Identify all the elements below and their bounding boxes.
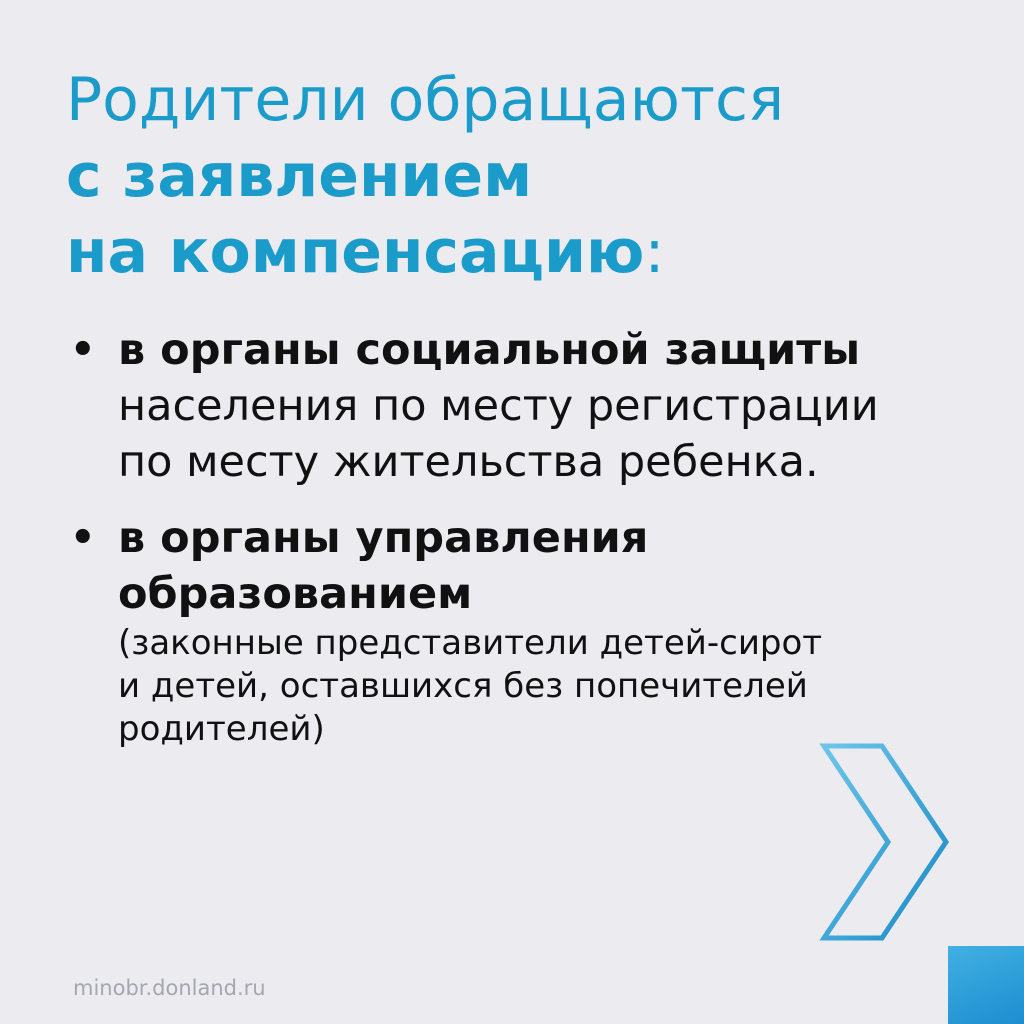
title-line-3-text: на компенсацию [66, 217, 645, 287]
title-line-2 [66, 138, 784, 214]
title-line-2-text: с заявлением [66, 141, 533, 211]
list-item-education-authority [70, 510, 879, 751]
item-2-note-line-3: родителей) [118, 709, 325, 749]
title-colon: : [644, 217, 665, 287]
title-line-3 [66, 214, 784, 290]
item-2-note-line-1: (законные представители детей-сирот [118, 623, 823, 663]
item-2-heading-line-1: в органы управления [118, 513, 649, 563]
bullet-list [70, 322, 879, 751]
item-1-text-line-1: населения по месту регистрации [118, 381, 879, 431]
title-line-1: Родители обращаются [66, 65, 785, 135]
item-1-heading: в органы социальной защиты [118, 325, 861, 375]
page-title [66, 62, 784, 290]
item-2-heading-line-2: образованием [118, 569, 473, 619]
corner-accent-block [948, 946, 1024, 1024]
chevron-right-icon [818, 740, 958, 946]
item-1-text-line-2: по месту жительства ребенка. [118, 437, 819, 487]
item-2-note-line-2: и детей, оставшихся без попечителей [118, 666, 808, 706]
bullet-icon: • [70, 327, 96, 373]
list-item-social-protection [70, 322, 879, 490]
bullet-icon: • [70, 515, 96, 561]
footer-url: minobr.donland.ru [73, 976, 266, 1000]
